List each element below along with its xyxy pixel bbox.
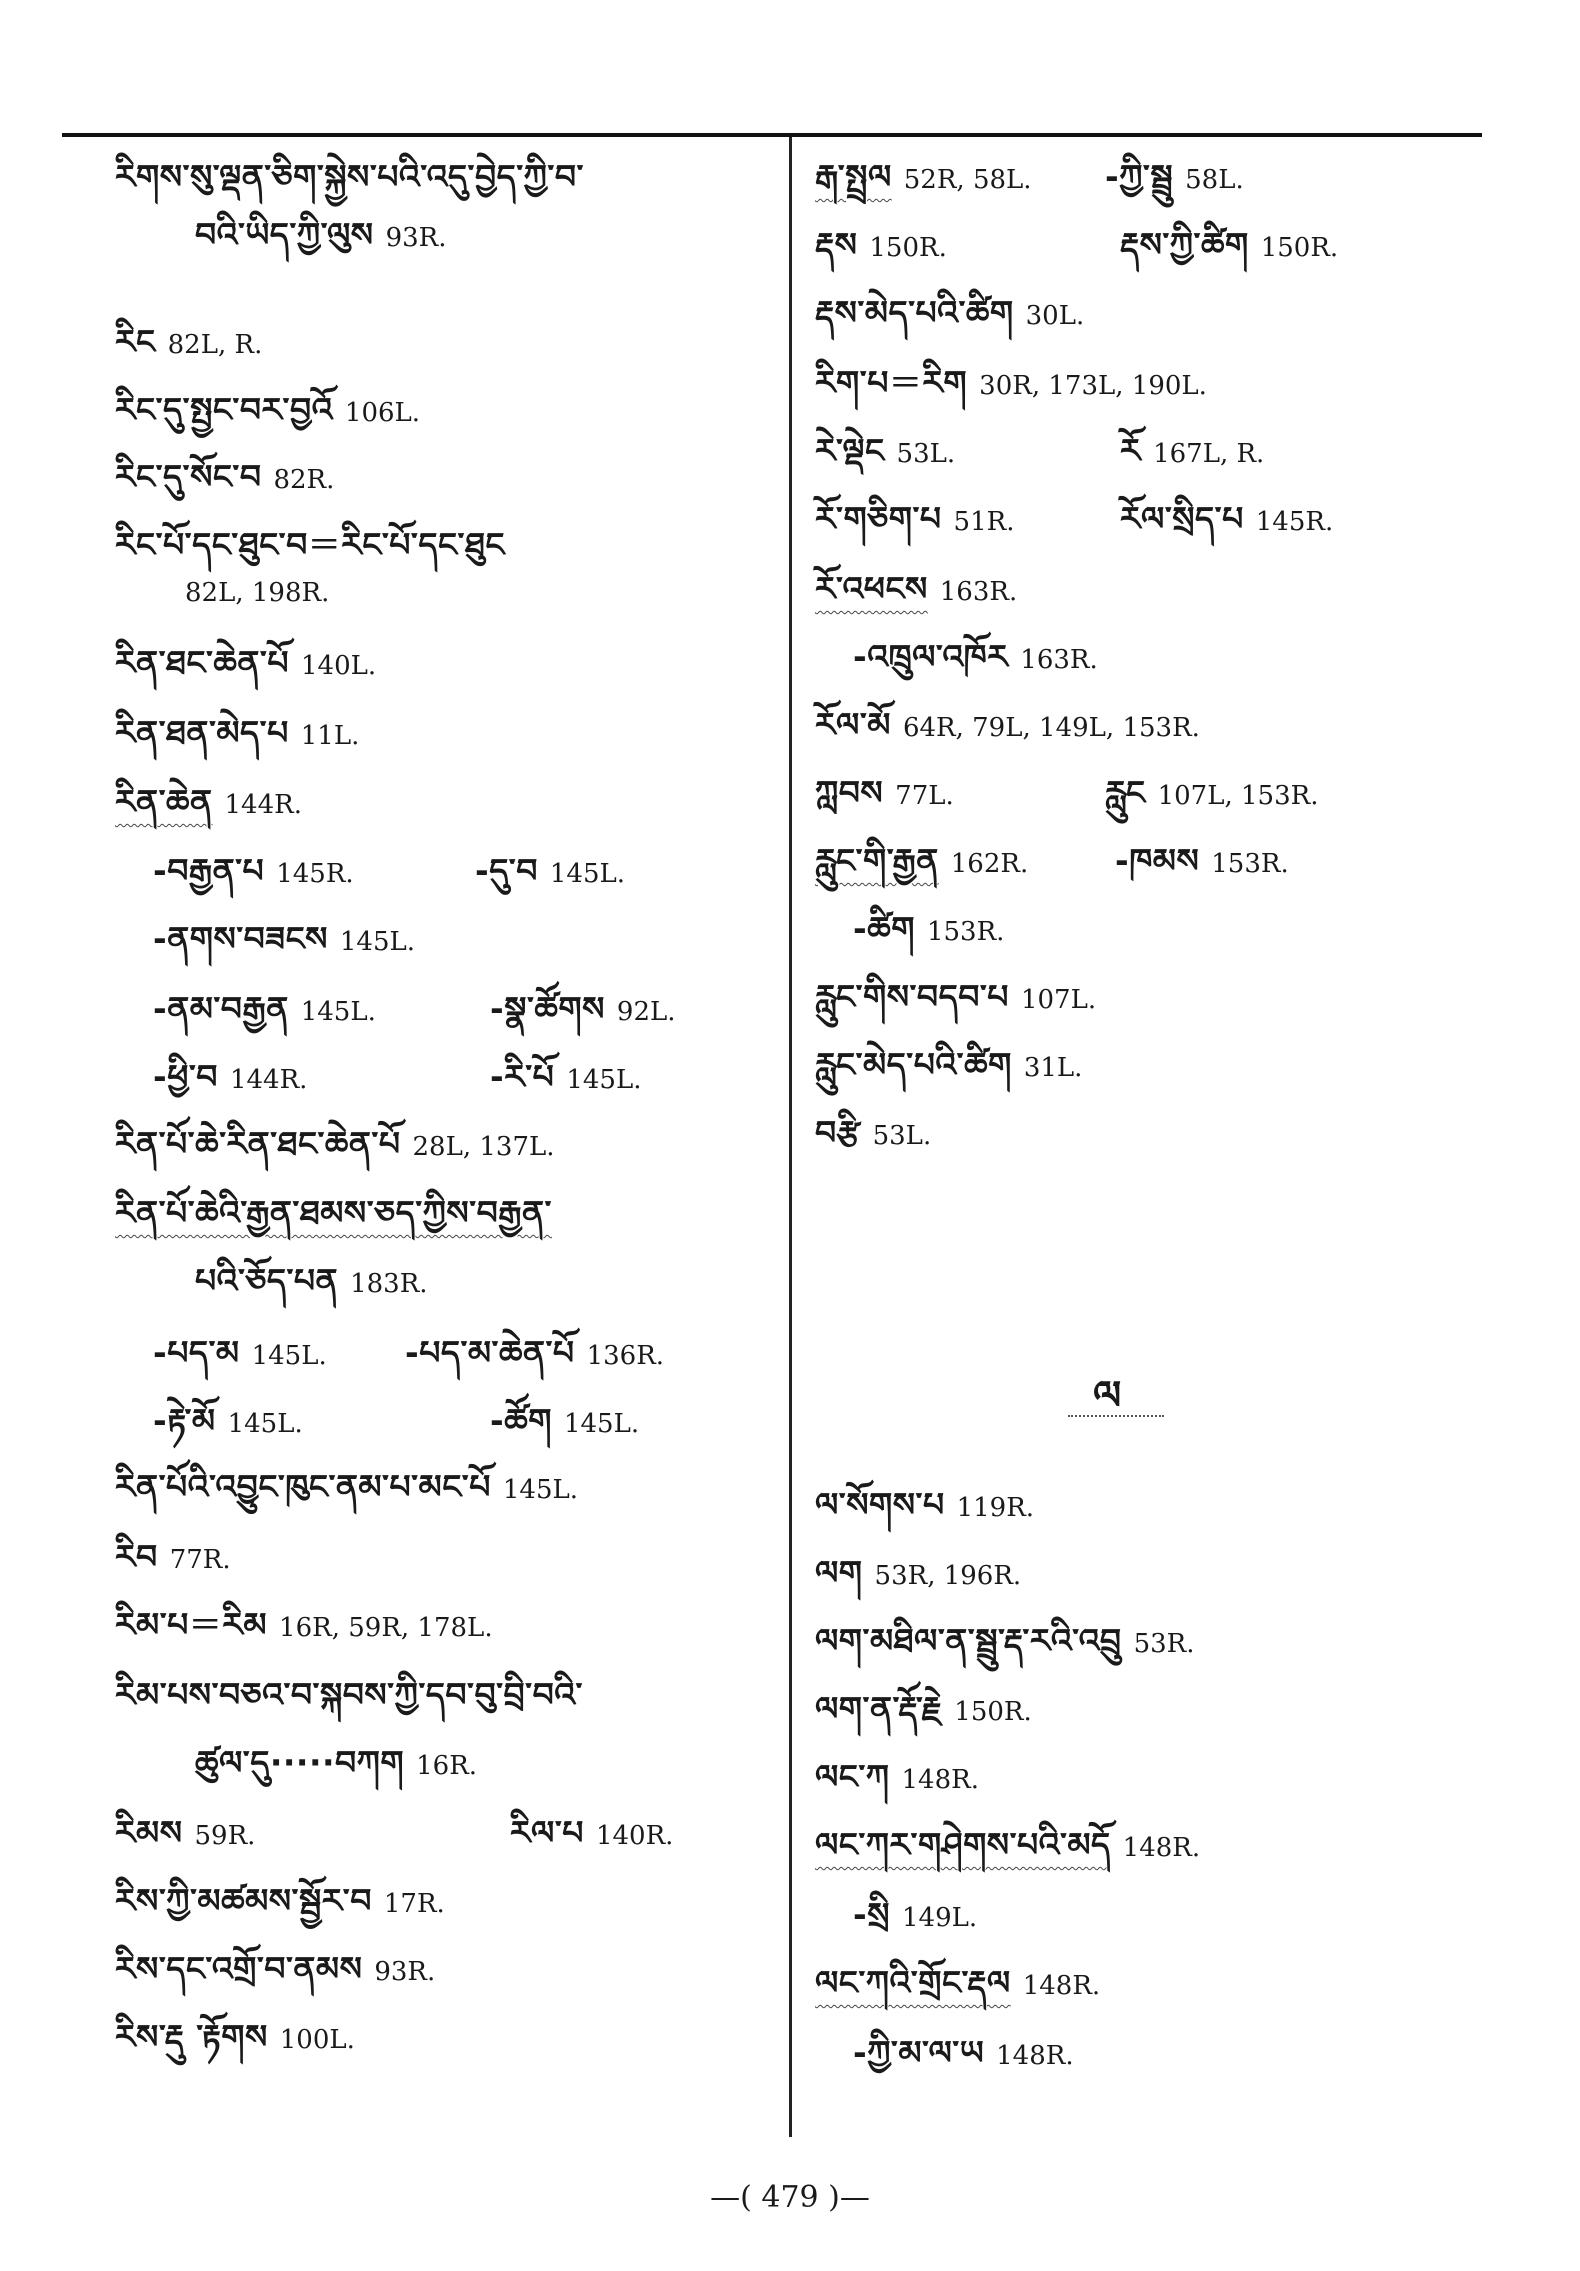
entry-term: ལ་སོགས་པ xyxy=(815,1485,945,1524)
entry-term: རོ xyxy=(1120,431,1142,470)
entry-page-ref: 107L, 153R. xyxy=(1157,781,1319,811)
index-entry xyxy=(815,1689,1032,1728)
entry-page-ref: 167L, R. xyxy=(1153,439,1265,469)
entry-page-ref: 17R. xyxy=(383,1889,445,1919)
entry-page-ref: 53L. xyxy=(896,439,956,469)
entry-page-ref: 183R. xyxy=(350,1269,428,1299)
entry-term: རླུང་མེད་པའི་ཚིག xyxy=(815,1045,1012,1084)
entry-term: རིམ་པ＝རིམ xyxy=(115,1605,268,1644)
index-subentry xyxy=(490,1401,640,1440)
index-entry xyxy=(153,989,376,1028)
entry-page-ref: 82L, 198R. xyxy=(185,578,330,608)
entry-term: རོལ་སྲིད་པ xyxy=(1120,499,1244,538)
entry-term: རྡས་ཀྱི་ཚིག xyxy=(1120,225,1249,264)
index-entry xyxy=(815,1757,979,1796)
entry-term: -སྲི xyxy=(853,1895,890,1934)
entry-page-ref: 145L. xyxy=(251,1341,327,1371)
entry-term: ལང་ཀའི་གྲོང་རྡལ xyxy=(815,1963,1011,2002)
entry-page-ref: 30R, 173L, 190L. xyxy=(979,371,1207,401)
index-entry xyxy=(815,1485,1035,1524)
entry-term: ལང་ཀར་གཤེགས་པའི་མདོ xyxy=(815,1825,1111,1864)
index-entry xyxy=(115,1193,552,1232)
entry-term: -པད་མ་ཆེན་པོ xyxy=(405,1333,575,1372)
entry-page-ref: 11L. xyxy=(300,721,360,751)
entry-term: རིས་རྡུ ་རྟོགས xyxy=(115,2017,268,2056)
index-entry xyxy=(853,909,1005,948)
index-entry xyxy=(115,1949,436,1988)
index-subentry xyxy=(490,1057,642,1096)
entry-term: རོལ་མོ xyxy=(815,705,891,744)
entry-page-ref: 16R. xyxy=(416,1751,478,1781)
entry-page-ref: 16R, 59R, 178L. xyxy=(279,1613,493,1643)
index-entry xyxy=(115,390,421,429)
entry-page-ref: 140R. xyxy=(595,1821,674,1851)
entry-page-ref: 64R, 79L, 149L, 153R. xyxy=(902,713,1200,743)
entry-page-ref: 30L. xyxy=(1025,301,1085,331)
entry-page-ref: 163R. xyxy=(939,577,1018,607)
entry-page-ref: 100L. xyxy=(279,2025,355,2055)
index-subentry xyxy=(1105,773,1319,812)
index-subentry xyxy=(510,1813,674,1852)
entry-page-ref: 153R. xyxy=(1211,849,1289,879)
entry-page-ref: 119R. xyxy=(956,1493,1035,1523)
entry-page-ref: 31L. xyxy=(1023,1053,1083,1083)
section-letter: ལ xyxy=(1093,1373,1122,1419)
entry-page-ref: 150R. xyxy=(1260,233,1339,263)
entry-term: རིང xyxy=(115,322,156,361)
index-entry xyxy=(153,919,416,958)
entry-page-ref: 148R. xyxy=(1022,1971,1101,2001)
index-entry xyxy=(153,851,354,890)
entry-term: ཀླབས xyxy=(815,773,884,812)
index-entry xyxy=(115,713,360,752)
entry-term: རིམ་པས་བཅའ་བ་སྐབས་ཀྱི་དབ་བུ་བྲི་བའི་ xyxy=(115,1675,583,1714)
index-entry xyxy=(115,1813,256,1852)
entry-page-ref: 145L. xyxy=(300,997,376,1027)
index-entry xyxy=(815,1825,1201,1864)
index-entry xyxy=(115,782,302,821)
entry-page-ref: 53R, 196R. xyxy=(874,1561,1022,1591)
entry-term: རིན་ཐང་ཆེན་པོ xyxy=(115,643,289,682)
entry-term: རྒ་སྤྲལ xyxy=(815,157,892,196)
index-subentry xyxy=(1120,499,1334,538)
entry-page-ref: 77R. xyxy=(169,1545,231,1575)
index-entry xyxy=(115,1467,579,1506)
entry-term: -ཀྱི་མ་ལ་ཡ xyxy=(853,2033,985,2072)
entry-page-ref: 145L. xyxy=(227,1409,303,1439)
entry-page-ref: 92L. xyxy=(616,997,676,1027)
entry-term: རིས་ཀྱི་མཚམས་སྦྱོར་བ xyxy=(115,1881,372,1920)
entry-term: རིམས xyxy=(115,1813,183,1852)
index-entry xyxy=(815,363,1207,402)
index-entry xyxy=(815,1045,1083,1084)
entry-term: རིང་པོ་དང་ཐུང་བ＝རིང་པོ་དང་ཐུང xyxy=(115,525,505,564)
index-entry xyxy=(115,525,505,564)
entry-page-ref: 140L. xyxy=(301,651,377,681)
entry-term: རེ་ལྡེང xyxy=(815,431,885,470)
entry-page-ref: 53R. xyxy=(1133,1629,1195,1659)
index-entry xyxy=(815,977,1097,1016)
entry-page-ref: 51R. xyxy=(953,507,1015,537)
entry-page-ref: 150R. xyxy=(954,1697,1032,1727)
index-entry xyxy=(815,1113,932,1152)
entry-page-ref: 145L. xyxy=(566,1065,642,1095)
entry-page-ref: 150R. xyxy=(869,233,947,263)
index-entry xyxy=(115,157,584,196)
index-subentry xyxy=(1120,431,1265,470)
entry-term: -སྣ་ཚོགས xyxy=(490,989,605,1028)
entry-page-ref: 145L. xyxy=(549,859,626,889)
entry-term: བརྩི xyxy=(815,1113,861,1152)
entry-term: རིན་པོའི་འབྱུང་ཁུང་ནམ་པ་མང་པོ xyxy=(115,1467,491,1506)
section-rule xyxy=(1068,1413,1164,1417)
entry-page-ref: 93R. xyxy=(385,223,447,253)
entry-page-ref: 107L. xyxy=(1020,985,1097,1015)
index-subentry xyxy=(1115,841,1289,880)
index-entry xyxy=(115,1124,555,1163)
entry-term: -བརྒྱན་པ xyxy=(153,851,265,890)
entry-term: -པད་མ xyxy=(153,1333,240,1372)
entry-term: རོ་གཅིག་པ xyxy=(815,499,942,538)
entry-page-ref: 53L. xyxy=(872,1121,932,1151)
index-entry xyxy=(195,215,447,254)
index-entry xyxy=(153,1057,308,1096)
index-entry xyxy=(815,499,1015,538)
entry-page-ref: 106L. xyxy=(344,398,421,428)
entry-page-ref: 93R. xyxy=(374,1957,436,1987)
entry-page-ref: 149L. xyxy=(901,1903,978,1933)
entry-page-ref: 163R. xyxy=(1020,645,1098,675)
entry-page-ref: 144R. xyxy=(224,790,302,820)
entry-page-ref: 58L. xyxy=(1185,165,1244,195)
entry-page-ref: 144R. xyxy=(229,1065,308,1095)
entry-page-ref: 82L, R. xyxy=(167,330,263,360)
index-entry xyxy=(815,1553,1022,1592)
index-entry xyxy=(115,643,377,682)
entry-page-ref: 148R. xyxy=(996,2041,1074,2071)
entry-term: -ཚོག xyxy=(490,1401,552,1440)
top-rule xyxy=(62,133,1482,137)
index-subentry xyxy=(405,1333,665,1372)
index-entry xyxy=(115,322,263,361)
page-number: —( 479 )— xyxy=(710,2180,870,2215)
entry-term: རིབ xyxy=(115,1537,158,1576)
index-entry xyxy=(115,1537,231,1576)
entry-term: -ནགས་བཟངས xyxy=(153,919,328,958)
entry-page-ref: 148R. xyxy=(1122,1833,1201,1863)
index-entry xyxy=(853,2033,1074,2072)
entry-term: -ནམ་བརྒྱན xyxy=(153,989,289,1028)
entry-page-ref: 145L. xyxy=(502,1475,579,1505)
entry-page-ref: 145R. xyxy=(1255,507,1334,537)
index-entry xyxy=(153,1401,303,1440)
entry-term: རིག་པ＝རིག xyxy=(815,363,968,402)
entry-page-ref: 153R. xyxy=(926,917,1005,947)
entry-term: རིགས་སུ་ལྡན་ཅིག་སྐྱེས་པའི་འདུ་བྱེད་ཀྱི་བ་ xyxy=(115,157,584,196)
entry-term: རིང་དུ་སྤྱང་བར་བྱའོ xyxy=(115,390,333,429)
entry-term: -རྟེ་མོ xyxy=(153,1401,216,1440)
entry-page-ref: 145L. xyxy=(339,927,416,957)
entry-page-ref: 82R. xyxy=(273,465,335,495)
entry-term: རིལ་པ xyxy=(510,1813,584,1852)
entry-term: རླུང xyxy=(1105,773,1146,812)
entry-term: -འཁྲུལ་འཁོར xyxy=(853,637,1009,676)
entry-term: -ཚིག xyxy=(853,909,915,948)
entry-term: བའི་ཡིད་ཀྱི་ལུས xyxy=(195,215,374,254)
index-entry xyxy=(195,1261,428,1300)
entry-term: རིས་དང་འགྲོ་བ་ནམས xyxy=(115,1949,363,1988)
entry-term: ལང་ཀ xyxy=(815,1757,890,1796)
entry-term: -རི་པོ xyxy=(490,1057,555,1096)
entry-term: -ཕྱི་བ xyxy=(153,1057,218,1096)
entry-term: ལག་ན་རྡོ་རྗེ xyxy=(815,1689,943,1728)
entry-page-ref: 59R. xyxy=(194,1821,256,1851)
entry-page-ref: 162R. xyxy=(950,849,1029,879)
entry-term: ལག xyxy=(815,1553,863,1592)
index-entry xyxy=(115,1675,583,1714)
entry-term: རིན་པོ་ཆེ་རིན་ཐང་ཆེན་པོ xyxy=(115,1124,401,1163)
index-subentry xyxy=(490,989,676,1028)
index-entry xyxy=(853,1895,978,1934)
index-entry xyxy=(153,1333,327,1372)
entry-page-ref: 148R. xyxy=(901,1765,979,1795)
index-entry xyxy=(853,637,1098,676)
index-entry xyxy=(815,841,1029,880)
entry-term: -ཀྱི་སྦྲུ xyxy=(1105,157,1174,196)
entry-term: རིན་ཐན་མེད་པ xyxy=(115,713,289,752)
entry-term: རྡས xyxy=(815,225,858,264)
index-entry xyxy=(815,431,956,470)
entry-term: -ཁམས xyxy=(1115,841,1200,880)
entry-term: ཚུལ་དུ·····བཀག xyxy=(195,1743,405,1782)
index-subentry xyxy=(1120,225,1339,264)
entry-term: རིན་པོ་ཆེའི་རྒྱན་ཐམས་ཅད་ཀྱིས་བརྒྱན་ xyxy=(115,1193,552,1232)
entry-term: པའི་ཅོད་པན xyxy=(195,1261,339,1300)
entry-page-ref: 77L. xyxy=(895,781,954,811)
entry-page-ref: 28L, 137L. xyxy=(412,1132,555,1162)
index-subentry xyxy=(1105,157,1244,196)
entry-term: རིང་དུ་སོང་བ xyxy=(115,457,262,496)
index-entry xyxy=(185,580,329,606)
index-entry xyxy=(815,157,1032,196)
entry-page-ref: 52R, 58L. xyxy=(903,165,1032,195)
index-entry xyxy=(815,569,1018,608)
entry-term: རིན་ཆེན xyxy=(115,782,213,821)
index-entry xyxy=(815,1621,1195,1660)
entry-term: ལག་མཐིལ་ན་སྦྲུ་རྡ་རའི་འབྲུ xyxy=(815,1621,1122,1660)
entry-term: -དུ་བ xyxy=(475,851,538,890)
entry-term: རོ་འཕངས xyxy=(815,569,928,608)
index-entry xyxy=(815,773,954,812)
index-entry xyxy=(195,1743,478,1782)
index-entry xyxy=(115,1881,445,1920)
index-entry xyxy=(115,2017,355,2056)
entry-page-ref: 136R. xyxy=(586,1341,665,1371)
index-entry xyxy=(115,457,335,496)
entry-page-ref: 145L. xyxy=(563,1409,640,1439)
entry-term: རླུང་གིས་བདབ་པ xyxy=(815,977,1009,1016)
column-divider xyxy=(789,137,792,2137)
index-entry xyxy=(815,293,1085,332)
index-entry xyxy=(815,1963,1101,2002)
entry-term: རྡས་མེད་པའི་ཚིག xyxy=(815,293,1014,332)
entry-page-ref: 145R. xyxy=(276,859,354,889)
index-entry xyxy=(815,705,1200,744)
index-subentry xyxy=(475,851,626,890)
index-entry xyxy=(115,1605,493,1644)
index-entry xyxy=(815,225,947,264)
entry-term: རླུང་གི་རྒྱན xyxy=(815,841,939,880)
